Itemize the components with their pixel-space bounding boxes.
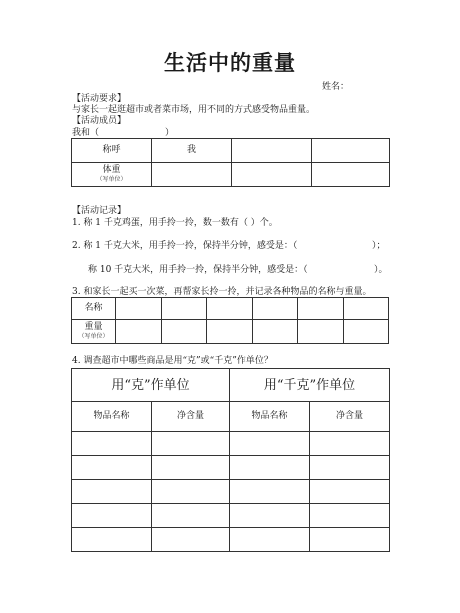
units-cell[interactable] <box>72 528 152 552</box>
units-cell[interactable] <box>310 432 390 456</box>
units-col-amount: 净含量 <box>310 402 390 432</box>
shopping-header-weight <box>72 320 116 344</box>
shopping-cell[interactable] <box>298 320 344 344</box>
record-item-4: 4. 调查超市中哪些商品是用“克”或“千克”作单位？ <box>72 356 273 366</box>
units-col-name: 物品名称 <box>72 402 152 432</box>
members-prefix: 我和（ <box>72 128 100 138</box>
shopping-cell[interactable] <box>161 298 207 320</box>
members-me: 我 <box>152 139 232 163</box>
members-cell[interactable] <box>312 163 390 187</box>
units-cell[interactable] <box>152 528 230 552</box>
records-heading: 【活动记录】 <box>72 206 127 216</box>
units-cell[interactable] <box>310 480 390 504</box>
units-cell[interactable] <box>230 432 310 456</box>
units-cell[interactable] <box>72 504 152 528</box>
record-item-1: 1. 称 1 千克鸡蛋，用手拎一拎，数一数有（ ）个。 <box>72 218 278 228</box>
shopping-cell[interactable] <box>252 298 298 320</box>
shopping-cell[interactable] <box>116 320 162 344</box>
shopping-weight-sub: （写单位） <box>78 333 109 340</box>
units-col-amount: 净含量 <box>152 402 230 432</box>
units-cell[interactable] <box>230 456 310 480</box>
members-table <box>71 138 390 187</box>
units-cell[interactable] <box>152 480 230 504</box>
members-weight-sub: （写单位） <box>96 176 127 183</box>
members-cell[interactable] <box>312 139 390 163</box>
shopping-cell[interactable] <box>207 320 253 344</box>
shopping-cell[interactable] <box>343 298 389 320</box>
members-heading: 【活动成员】 <box>72 116 127 126</box>
requirements-heading: 【活动要求】 <box>72 94 127 104</box>
members-header-weight <box>72 163 152 187</box>
shopping-cell[interactable] <box>343 320 389 344</box>
units-cell[interactable] <box>72 480 152 504</box>
shopping-table <box>71 297 389 344</box>
units-cell[interactable] <box>152 432 230 456</box>
members-cell[interactable] <box>232 139 312 163</box>
record-item-2b: 称 10 千克大米，用手拎一拎，保持半分钟，感受是：（ <box>88 265 308 275</box>
members-cell[interactable] <box>152 163 232 187</box>
units-cell[interactable] <box>310 528 390 552</box>
members-header-call: 称呼 <box>72 139 152 163</box>
members-cell[interactable] <box>232 163 312 187</box>
units-table <box>71 368 390 552</box>
shopping-weight-label: 重量 <box>84 322 103 332</box>
record-item-2b-end: ）。 <box>374 265 388 275</box>
members-weight-label: 体重 <box>102 165 121 175</box>
shopping-cell[interactable] <box>116 298 162 320</box>
shopping-header-name: 名称 <box>72 298 116 320</box>
units-cell[interactable] <box>310 504 390 528</box>
requirements-text: 与家长一起逛超市或者菜市场，用不同的方式感受物品重量。 <box>72 105 316 115</box>
units-cell[interactable] <box>72 456 152 480</box>
shopping-cell[interactable] <box>161 320 207 344</box>
record-item-2: 2. 称 1 千克大米，用手拎一拎，保持半分钟，感受是：（ <box>72 241 298 251</box>
name-label: 姓名： <box>322 82 350 92</box>
units-cell[interactable] <box>310 456 390 480</box>
units-col-name: 物品名称 <box>230 402 310 432</box>
units-cell[interactable] <box>152 504 230 528</box>
units-cell[interactable] <box>230 504 310 528</box>
members-suffix: ） <box>165 128 175 138</box>
record-item-3: 3. 和家长一起买一次菜，再帮家长拎一拎，并记录各种物品的名称与重量。 <box>72 287 372 297</box>
units-cell[interactable] <box>230 480 310 504</box>
units-header-kilogram: 用“千克”作单位 <box>230 369 390 402</box>
page-title: 生活中的重量 <box>164 50 296 75</box>
shopping-cell[interactable] <box>298 298 344 320</box>
units-cell[interactable] <box>152 456 230 480</box>
units-header-gram: 用“克”作单位 <box>72 369 230 402</box>
shopping-cell[interactable] <box>252 320 298 344</box>
record-item-2-end: ）； <box>372 241 386 251</box>
units-cell[interactable] <box>72 432 152 456</box>
units-cell[interactable] <box>230 528 310 552</box>
shopping-cell[interactable] <box>207 298 253 320</box>
